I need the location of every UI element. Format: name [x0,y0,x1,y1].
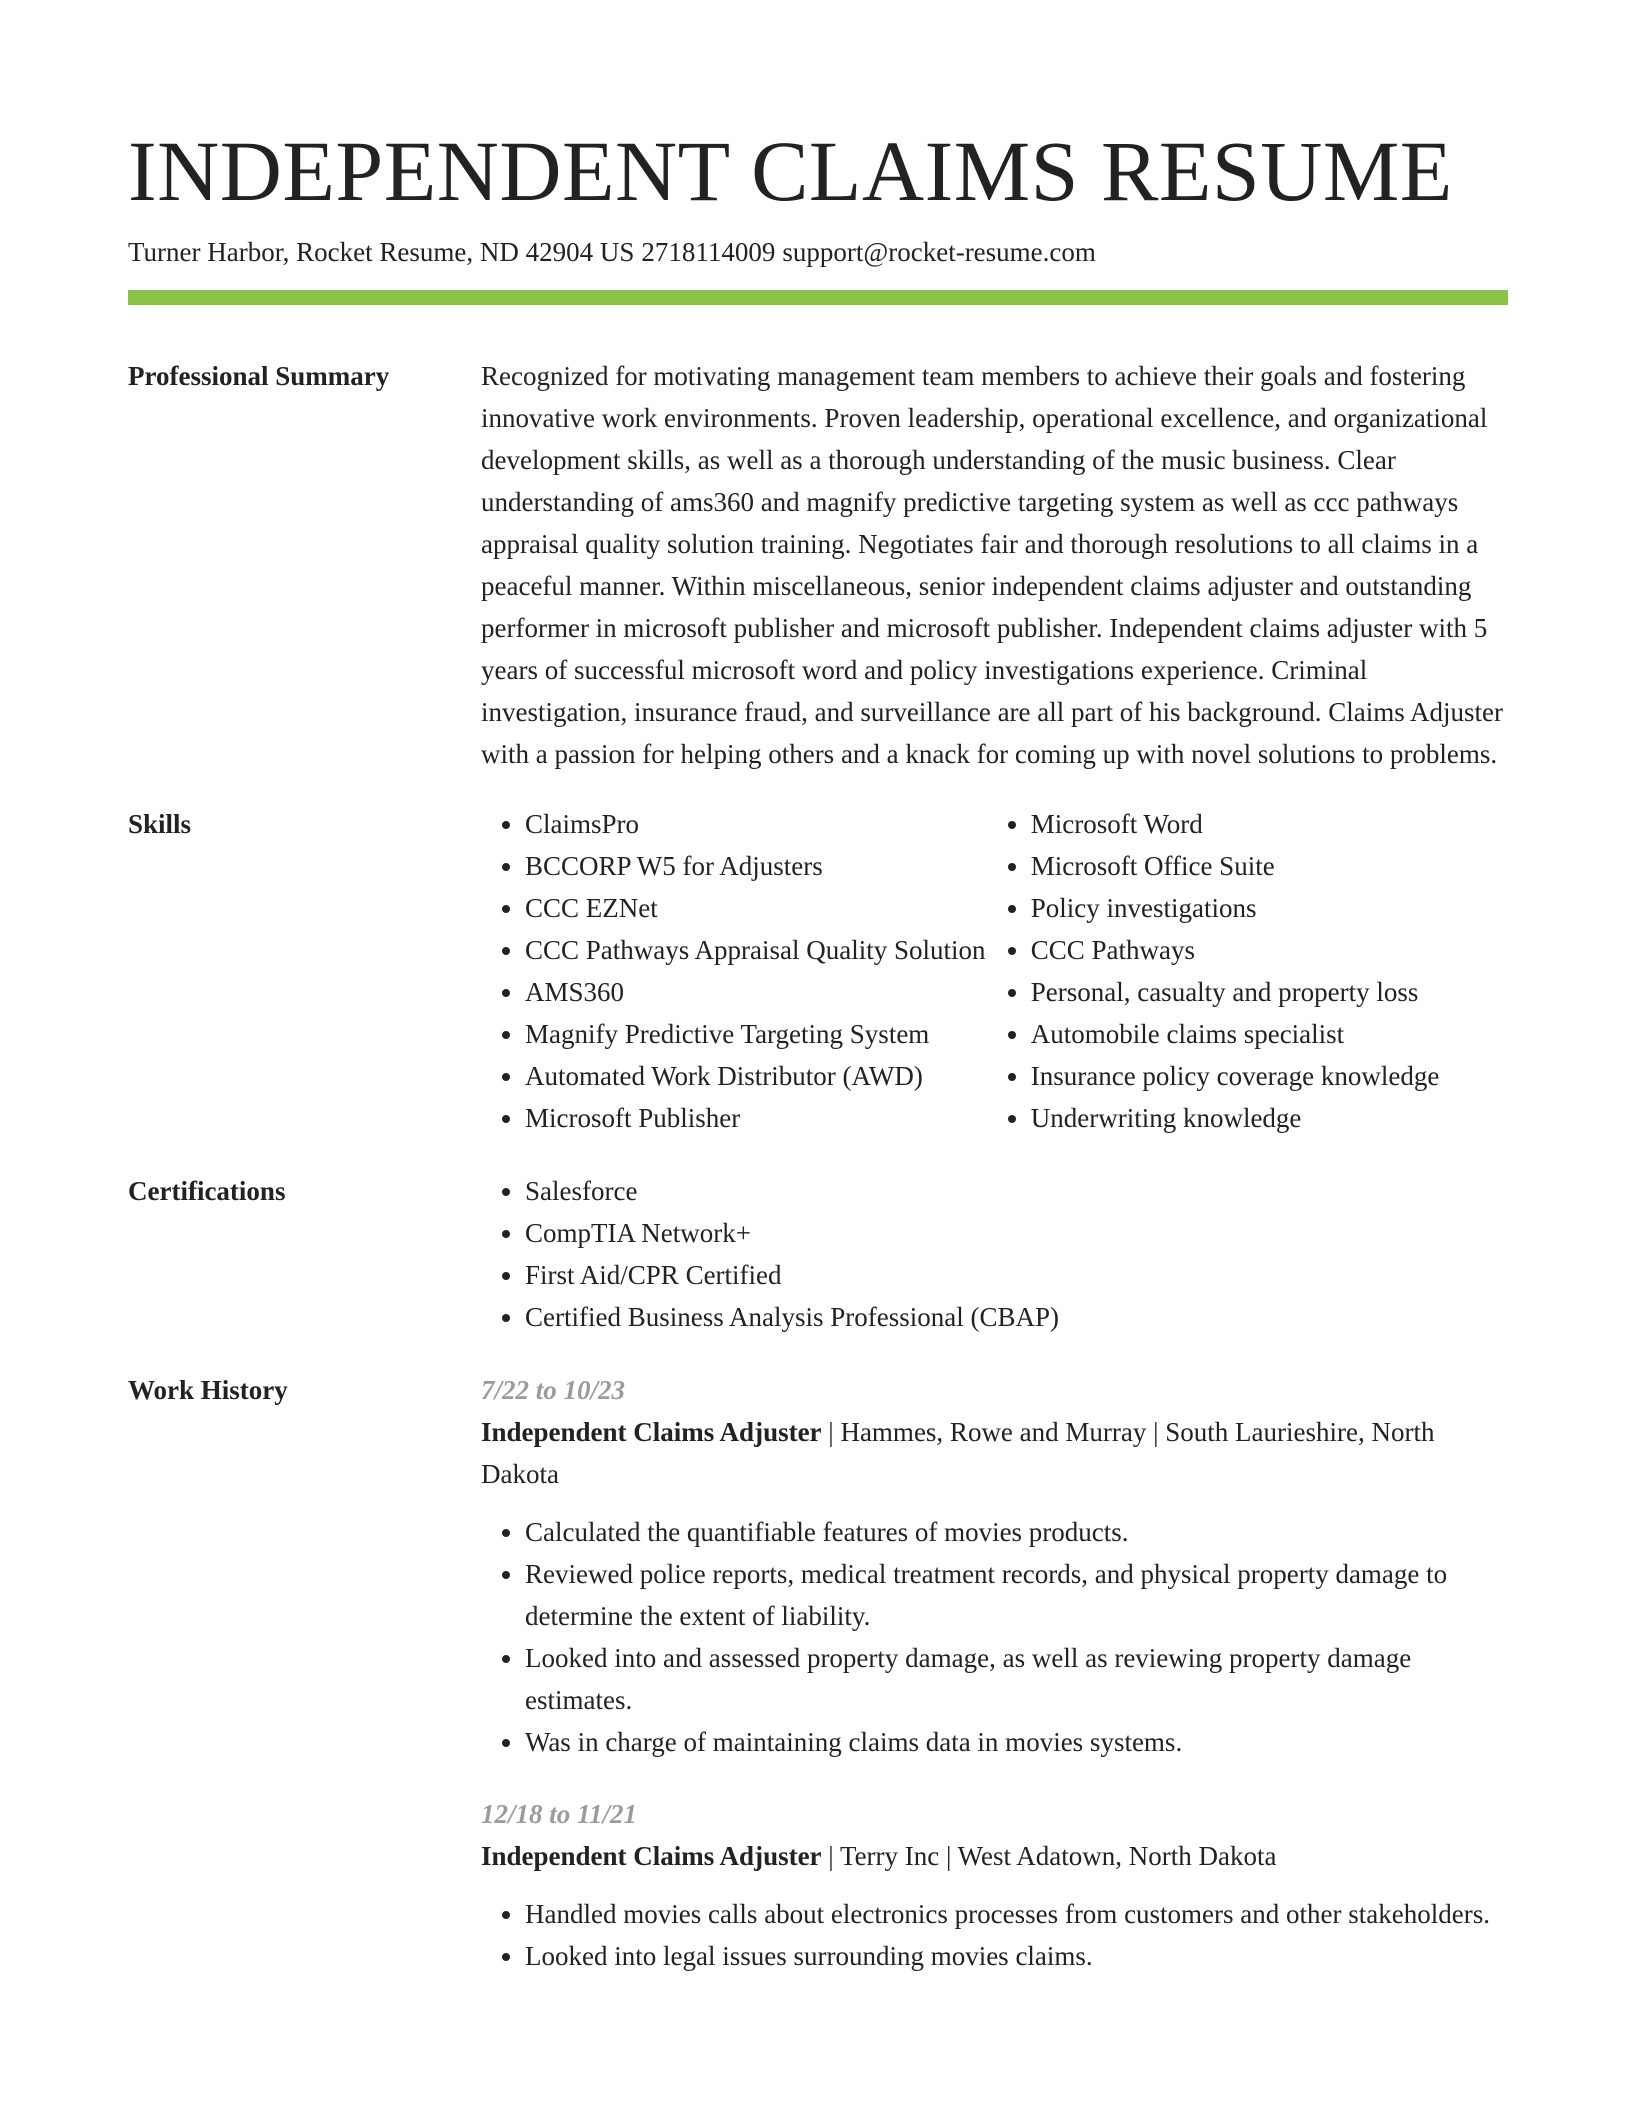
contact-phone: 2718114009 [641,237,776,267]
header-divider [128,290,1508,305]
job-duty: • Was in charge of maintaining claims data in movies systems. [525,1721,1508,1763]
job-duty: • Looked into and assessed property damage, as well as reviewing property damage estimates. [525,1637,1508,1721]
summary-body [481,355,1508,775]
skills-section [128,803,1508,1139]
skill-item: • Insurance policy coverage knowledge [1031,1055,1508,1097]
skill-item: • Microsoft Word [1031,803,1508,845]
job-duty: • Reviewed police reports, medical treatment records, and physical property damage to determine the extent of liability. [525,1553,1508,1637]
job-entry [481,1793,1508,1977]
certifications-list [481,1170,1508,1338]
certification-item: • CompTIA Network+ [525,1212,1508,1254]
skill-item: • Underwriting knowledge [1031,1097,1508,1139]
certifications-section [128,1170,1508,1338]
job-entry [481,1369,1508,1763]
certification-item: • First Aid/CPR Certified [525,1254,1508,1296]
skill-item: • Automobile claims specialist [1031,1013,1508,1055]
skill-item: • Automated Work Distributor (AWD) [525,1055,987,1097]
skill-item: • Microsoft Office Suite [1031,845,1508,887]
job-heading [481,1411,1508,1495]
job-duty: • Looked into legal issues surrounding movies claims. [525,1935,1508,1977]
skill-item: • CCC EZNet [525,887,987,929]
job-duties-list [481,1511,1508,1763]
job-details: | Hammes, Rowe and Murray | South Laurieshire, North Dakota [481,1417,1435,1489]
skill-item: • AMS360 [525,971,987,1013]
certifications-body [481,1170,1508,1338]
job-dates: 12/18 to 11/21 [481,1799,638,1829]
certifications-title: Certifications [128,1176,286,1206]
work-section [128,1369,1508,1977]
contact-line [128,235,1508,269]
skill-item: • Policy investigations [1031,887,1508,929]
skills-title: Skills [128,809,192,839]
work-title: Work History [128,1375,288,1405]
resume-page [128,0,1508,1977]
skill-item: • Microsoft Publisher [525,1097,987,1139]
job-title: Independent Claims Adjuster [481,1417,822,1447]
summary-title: Professional Summary [128,361,390,391]
skill-item: • CCC Pathways Appraisal Quality Solution [525,929,987,971]
skills-list-left [481,803,987,1139]
job-heading [481,1835,1508,1877]
contact-email: support@rocket-resume.com [782,237,1096,267]
certification-item: • Certified Business Analysis Professional (CBAP) [525,1296,1508,1338]
job-duty: • Calculated the quantifiable features of movies products. [525,1511,1508,1553]
job-dates: 7/22 to 10/23 [481,1375,626,1405]
resume-name: INDEPENDENT CLAIMS RESUME [128,123,1453,219]
contact-address: Turner Harbor, Rocket Resume, ND 42904 US [128,237,635,267]
skill-item: • BCCORP W5 for Adjusters [525,845,987,887]
summary-text: Recognized for motivating management team members to achieve their goals and fostering innovative work environments. Proven leadership, operational excellence, and organizational development skills, as well as a thorough understanding of the music business. Clear understanding of ams360 and magnify predictive targeting system as well as ccc pathways appraisal quality solution training. Negotiates fair and thorough resolutions to all claims in a peaceful manner. Within miscellaneous, senior independent claims adjuster and outstanding performer in microsoft publisher and microsoft publisher. Independent claims adjuster with 5 years of successful microsoft word and policy investigations experience. Criminal investigation, insurance fraud, and surveillance are all part of his background. Claims Adjuster with a passion for helping others and a knack for coming up with novel solutions to problems. [481,361,1503,769]
skills-list-right [987,803,1508,1139]
work-body [481,1369,1508,1977]
skill-item: • CCC Pathways [1031,929,1508,971]
job-duties-list [481,1893,1508,1977]
certification-item: • Salesforce [525,1170,1508,1212]
skill-item: • ClaimsPro [525,803,987,845]
job-details: | Terry Inc | West Adatown, North Dakota [821,1841,1277,1871]
skill-item: • Magnify Predictive Targeting System [525,1013,987,1055]
job-duty: • Handled movies calls about electronics processes from customers and other stakeholders. [525,1893,1508,1935]
job-title: Independent Claims Adjuster [481,1841,822,1871]
skills-body [481,803,1508,1139]
summary-section [128,355,1508,775]
skill-item: • Personal, casualty and property loss [1031,971,1508,1013]
